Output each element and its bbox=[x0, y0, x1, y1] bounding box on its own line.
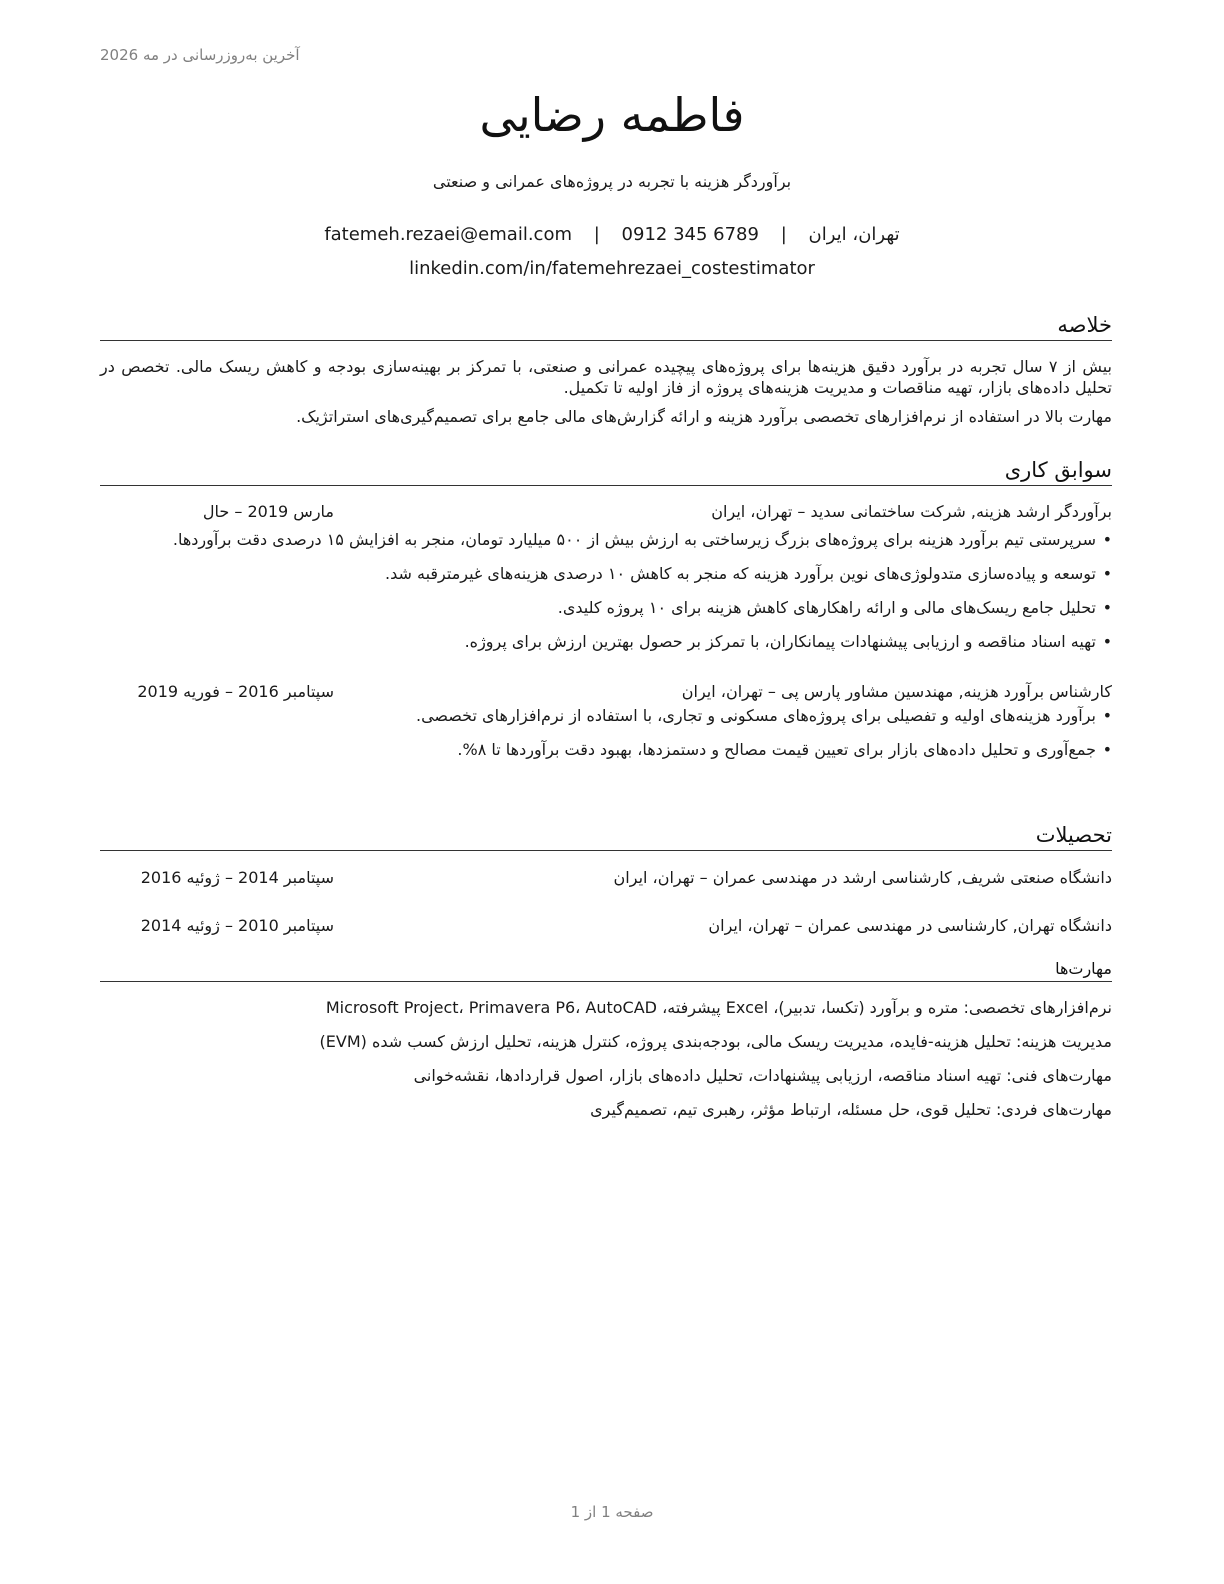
education-degree: دانشگاه تهران, کارشناسی در مهندسی عمران – تهران، ایران bbox=[708, 916, 1112, 935]
skills-heading: مهارت‌ها bbox=[100, 958, 1112, 982]
job-dates: مارس 2019 – حال bbox=[202, 502, 334, 521]
job-bullets bbox=[100, 705, 1112, 760]
job-bullet: • تهیه اسناد مناقصه و ارزیابی پیشنهادات پیمانکاران، با تمرکز بر حصول بهترین ارزش برای پروژه. bbox=[100, 631, 1112, 652]
experience-heading: سوابق کاری bbox=[100, 457, 1112, 486]
job-title-company: کارشناس برآورد هزینه, مهندسین مشاور پارس پی – تهران، ایران bbox=[681, 682, 1112, 701]
job-bullets bbox=[100, 529, 1112, 652]
education-dates: سپتامبر 2014 – ژوئیه 2016 bbox=[140, 868, 334, 887]
summary-paragraph: مهارت بالا در استفاده از نرم‌افزارهای تخصصی برآورد هزینه و ارائه گزارش‌های مالی جامع برای تصمیم‌گیری‌های استراتژیک. bbox=[296, 407, 1112, 426]
skills-line: نرم‌افزارهای تخصصی: متره و برآورد (تکسا، تدبیر)، Excel پیشرفته، Microsoft Project، Primavera P6، AutoCAD bbox=[325, 998, 1112, 1017]
candidate-headline: برآوردگر هزینه با تجربه در پروژه‌های عمرانی و صنعتی bbox=[432, 172, 792, 191]
education-entry bbox=[100, 916, 1112, 938]
job-title-company: برآوردگر ارشد هزینه, شرکت ساختمانی سدید – تهران، ایران bbox=[711, 502, 1112, 521]
job-bullet: • تحلیل جامع ریسک‌های مالی و ارائه راهکارهای کاهش هزینه برای ۱۰ پروژه کلیدی. bbox=[100, 597, 1112, 618]
last-updated-note: آخرین به‌روزرسانی در مه 2026 bbox=[100, 46, 300, 64]
job-dates: سپتامبر 2016 – فوریه 2019 bbox=[137, 682, 334, 701]
skills-line: مهارت‌های فردی: تحلیل قوی، حل مسئله، ارتباط مؤثر، رهبری تیم، تصمیم‌گیری bbox=[590, 1100, 1112, 1119]
job-bullet: • سرپرستی تیم برآورد هزینه برای پروژه‌های بزرگ زیرساختی به ارزش بیش از ۵۰۰ میلیارد تومان، منجر به افزایش ۱۵ درصدی دقت برآوردها. bbox=[100, 529, 1112, 550]
job-header bbox=[100, 502, 1112, 524]
education-section bbox=[100, 822, 1112, 938]
email-link[interactable]: fatemeh.rezaei@email.com bbox=[324, 224, 572, 245]
contact-separator: | bbox=[593, 224, 600, 245]
education-heading: تحصیلات bbox=[100, 822, 1112, 851]
skills-section bbox=[100, 958, 1112, 1133]
summary-paragraph: بیش از ۷ سال تجربه در برآورد دقیق هزینه‌ها برای پروژه‌های پیچیده عمرانی و صنعتی، با تمرکز بر بهینه‌سازی بودجه و کاهش ریسک مالی. تخصص در تحلیل داده‌های بازار، تهیه مناقصات و مدیریت هزینه‌های پروژه از فاز اولیه تا تکمیل. bbox=[100, 357, 1112, 397]
summary-section bbox=[100, 312, 1112, 427]
contact-line bbox=[0, 224, 1224, 245]
education-degree: دانشگاه صنعتی شریف, کارشناسی ارشد در مهندسی عمران – تهران، ایران bbox=[613, 868, 1112, 887]
candidate-name: فاطمه رضایی bbox=[479, 88, 745, 142]
education-entry bbox=[100, 868, 1112, 890]
skills-line: مهارت‌های فنی: تهیه اسناد مناقصه، ارزیابی پیشنهادات، تحلیل داده‌های بازار، اصول قراردادها، نقشه‌خوانی bbox=[413, 1066, 1112, 1085]
summary-heading: خلاصه bbox=[100, 312, 1112, 341]
job-header bbox=[100, 682, 1112, 704]
linkedin-link[interactable]: linkedin.com/in/fatemehrezaei_costestimator bbox=[409, 258, 815, 279]
location: تهران، ایران bbox=[808, 224, 900, 245]
phone-number: 0912 345 6789 bbox=[621, 224, 759, 245]
contact-separator: | bbox=[780, 224, 787, 245]
job-bullet: • توسعه و پیاده‌سازی متدولوژی‌های نوین برآورد هزینه که منجر به کاهش ۱۰ درصدی هزینه‌های غیرمترقبه شد. bbox=[100, 563, 1112, 584]
job-bullet: • جمع‌آوری و تحلیل داده‌های بازار برای تعیین قیمت مصالح و دستمزدها، بهبود دقت برآوردها تا ۸%. bbox=[100, 739, 1112, 760]
page-number: صفحه 1 از 1 bbox=[570, 1503, 654, 1521]
job-entry bbox=[100, 502, 1112, 652]
education-dates: سپتامبر 2010 – ژوئیه 2014 bbox=[140, 916, 334, 935]
job-bullet: • برآورد هزینه‌های اولیه و تفصیلی برای پروژه‌های مسکونی و تجاری، با استفاده از نرم‌افزارهای تخصصی. bbox=[100, 705, 1112, 726]
experience-section bbox=[100, 457, 1112, 760]
skills-line: مدیریت هزینه: تحلیل هزینه-فایده، مدیریت ریسک مالی، بودجه‌بندی پروژه، کنترل هزینه، تحلیل ارزش کسب شده (EVM) bbox=[319, 1032, 1112, 1051]
job-entry bbox=[100, 682, 1112, 760]
